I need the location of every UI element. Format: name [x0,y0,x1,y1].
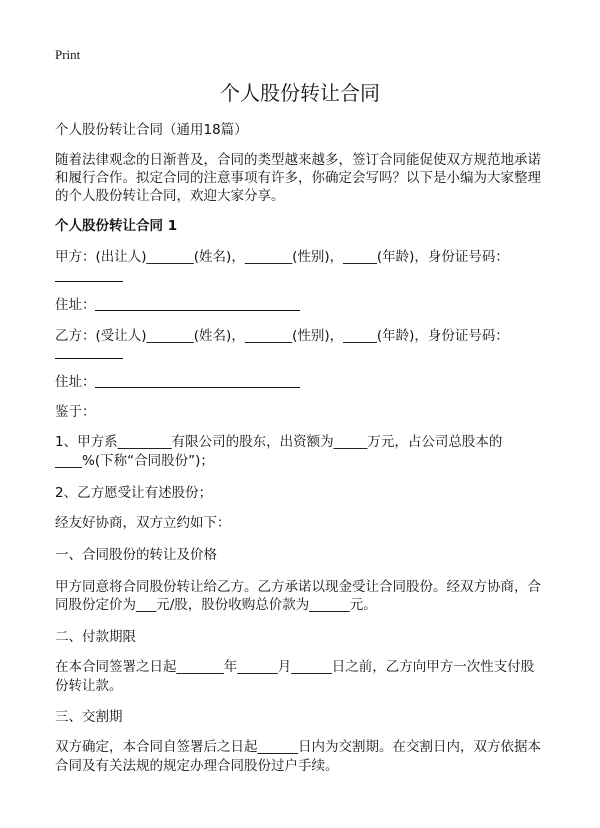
section-1-body: 甲方同意将合同股份转让给乙方。乙方承诺以现金受让合同股份。经双方协商，合 [55,579,541,595]
intro-line: 随着法律观念的日渐普及，合同的类型越来越多，签订合同能促使双方规范地承诺 [55,152,541,168]
address-label: 住址： [55,374,96,390]
intro-line: 的个人股份转让合同，欢迎大家分享。 [55,188,285,204]
item-2: 2、乙方愿受让有述股份； [55,485,213,501]
address-label: 住址： [55,297,96,313]
address-blank [95,310,300,311]
party-b-line: 乙方：(受让人)_______(姓名)，_______(性别)，_____(年龄)，身份证号码： [55,328,509,344]
id-number-blank [55,358,123,359]
section-1-body: 同股份定价为___元/股，股份收购总价款为______元。 [55,597,377,613]
section-3-body: 双方确定，本合同自签署后之日起______日内为交割期。在交割日内，双方依据本 [55,739,541,755]
subtitle: 个人股份转让合同（通用18篇） [55,122,248,138]
whereas-label: 鉴于： [55,404,96,420]
id-number-blank [55,281,123,282]
section-2-body: 在本合同签署之日起_______年______月______日之前，乙方向甲方一次性支付股 [55,659,535,675]
party-a-line: 甲方：(出让人)_______(姓名)，_______(性别)，_____(年龄)，身份证号码： [55,249,509,265]
section-3-title: 三、交割期 [55,709,123,725]
section-2-title: 二、付款期限 [55,629,136,645]
page-title: 个人股份转让合同 [220,81,380,105]
item-1-line: ____%(下称“合同股份”)； [55,453,214,469]
address-blank [95,387,300,388]
section-1-title: 一、合同股份的转让及价格 [55,547,217,563]
print-link[interactable]: Print [55,47,81,62]
section-2-body: 份转让款。 [55,678,123,694]
agreement-intro: 经友好协商，双方立约如下： [55,515,231,531]
section-heading: 个人股份转让合同 1 [55,218,178,234]
item-1-line: 1、甲方系________有限公司的股东，出资额为_____万元，占公司总股本的 [55,434,503,450]
intro-line: 和履行合作。拟定合同的注意事项有许多，你确定会写吗？以下是小编为大家整理 [55,170,541,186]
section-3-body: 合同及有关法规的规定办理合同股份过户手续。 [55,758,339,774]
